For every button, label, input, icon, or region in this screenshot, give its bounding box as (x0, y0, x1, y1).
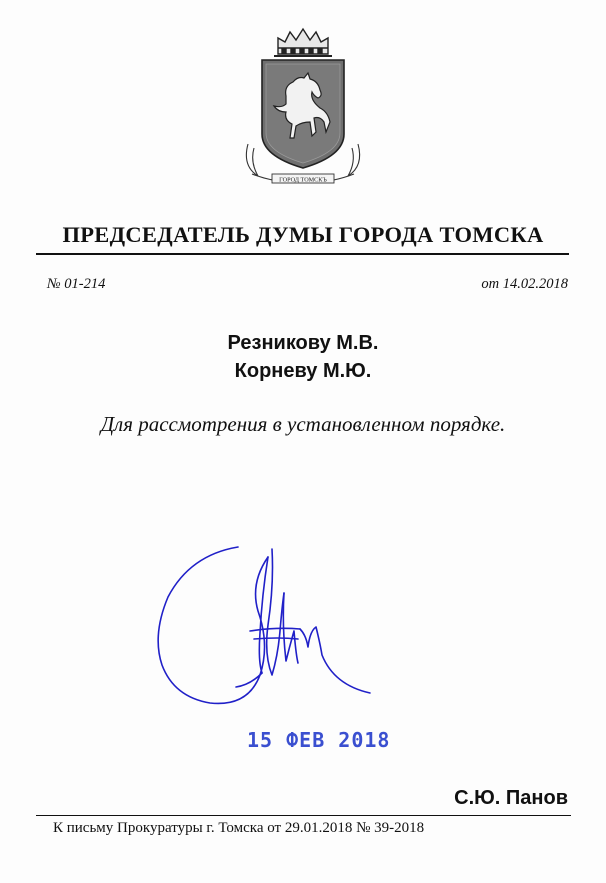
outgoing-number: № 01-214 (47, 276, 106, 292)
organization-title: ПРЕДСЕДАТЕЛЬ ДУМЫ ГОРОДА ТОМСКА (62, 222, 544, 247)
signer-name: С.Ю. Панов (454, 787, 568, 809)
footer-reference-note: К письму Прокуратуры г. Томска от 29.01.2018 № 39-2018 (53, 820, 425, 836)
footer-divider (36, 815, 571, 816)
outgoing-date: от 14.02.2018 (481, 276, 568, 292)
tomsk-coat-of-arms-icon (238, 26, 368, 194)
svg-text:ГОРОД ТОМСКЪ: ГОРОД ТОМСКЪ (279, 176, 327, 184)
addressee-block (0, 329, 606, 385)
resolution-text: Для рассмотрения в установленном порядке. (100, 412, 506, 436)
addressee-2: Корневу М.Ю. (234, 360, 372, 382)
title-divider (36, 253, 569, 255)
received-date-stamp: 15 ФЕВ 2018 (247, 728, 391, 752)
addressee-1: Резникову М.В. (227, 332, 379, 354)
handwritten-signature (150, 535, 380, 730)
